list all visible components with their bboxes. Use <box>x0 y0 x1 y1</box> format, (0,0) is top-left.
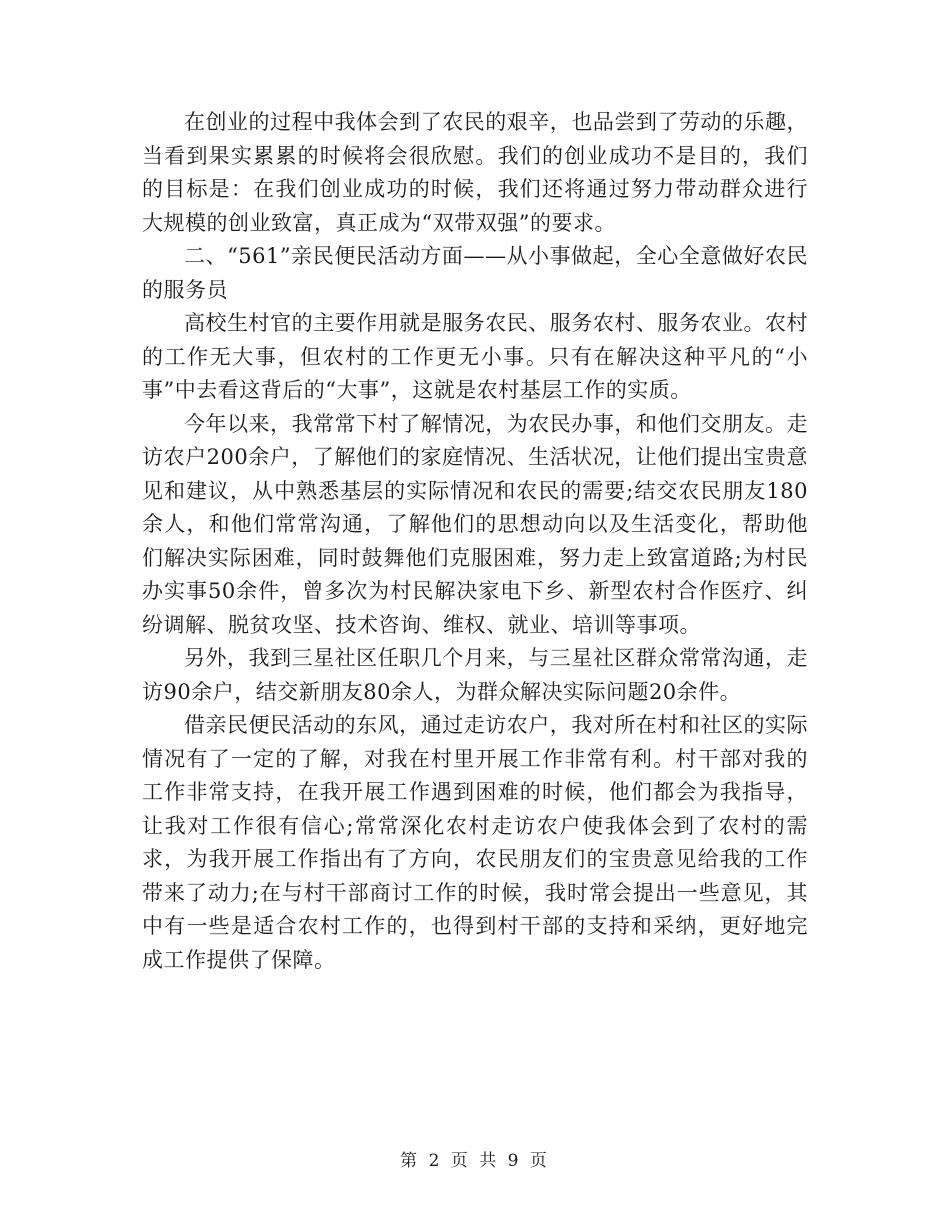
paragraph-3: 高校生村官的主要作用就是服务农民、服务农村、服务农业。农村的工作无大事，但农村的工作更无小事。只有在解决这种平凡的“小事”中去看这背后的“大事”，这就是农村基层工作的实质。 <box>142 311 808 402</box>
document-body <box>142 106 808 977</box>
paragraph-1: 在创业的过程中我体会到了农民的艰辛，也品尝到了劳动的乐趣，当看到果实累累的时候将会很欣慰。我们的创业成功不是目的，我们的目标是：在我们创业成功的时候，我们还将通过努力带动群众进行大规模的创业致富，真正成为“双带双强”的要求。 <box>142 110 808 235</box>
paragraph-4: 今年以来，我常常下村了解情况，为农民办事，和他们交朋友。走访农户200余户，了解他们的家庭情况、生活状况，让他们提出宝贵意见和建议，从中熟悉基层的实际情况和农民的需要;结交农民朋友180余人，和他们常常沟通，了解他们的思想动向以及生活变化，帮助他们解决实际困难，同时鼓舞他们克服困难，努力走上致富道路;为村民办实事50余件，曾多次为村民解决家电下乡、新型农村合作医疗、纠纷调解、脱贫攻坚、技术咨询、维权、就业、培训等事项。 <box>142 411 808 637</box>
page-number-footer: 第 2 页 共 9 页 <box>400 1151 550 1171</box>
paragraph-6: 借亲民便民活动的东风，通过走访农户，我对所在村和社区的实际情况有了一定的了解，对我在村里开展工作非常有利。村干部对我的工作非常支持，在我开展工作遇到困难的时候，他们都会为我指导，让我对工作很有信心;常常深化农村走访农户使我体会到了农村的需求，为我开展工作指出有了方向，农民朋友们的宝贵意见给我的工作带来了动力;在与村干部商讨工作的时候，我时常会提出一些意见，其中有一些是适合农村工作的，也得到村干部的支持和采纳，更好地完成工作提供了保障。 <box>142 713 808 972</box>
section-heading-2: 二、“561”亲民便民活动方面——从小事做起，全心全意做好农民的服务员 <box>142 244 808 302</box>
paragraph-5: 另外，我到三星社区任职几个月来，与三星社区群众常常沟通，走访90余户，结交新朋友80余人，为群众解决实际问题20余件。 <box>142 646 808 704</box>
